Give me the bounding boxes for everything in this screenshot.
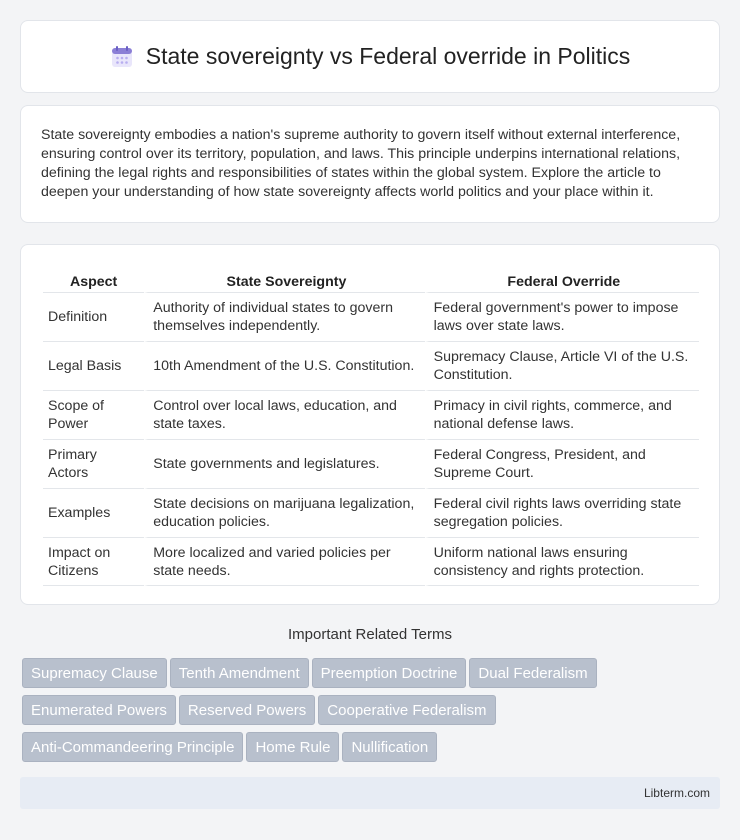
calendar-icon [110,45,134,69]
cell-state: Control over local laws, education, and state taxes. [144,390,424,439]
table-row [43,537,699,586]
intro-text: State sovereignty embodies a nation's supreme authority to govern itself without external interference, ensuring control over its territory, population, and laws. This principle underpins international relations, defining the legal rights and responsibilities of states within the global system. Explore the article to deepen your understanding of how state sovereignty affects world politics and your place within it. [41,127,681,200]
comparison-table [43,265,699,586]
related-terms-title: Important Related Terms [288,626,452,643]
cell-federal: Primacy in civil rights, commerce, and national defense laws. [425,390,699,439]
tag-anti-commandeering-principle[interactable]: Anti-Commandeering Principle [22,732,243,762]
tag-cooperative-federalism[interactable]: Cooperative Federalism [318,695,495,725]
footer-site-link[interactable]: Libterm.com [643,786,710,800]
cell-aspect: Legal Basis [43,341,144,390]
footer [20,777,720,809]
cell-state: 10th Amendment of the U.S. Constitution. [144,341,424,390]
table-header-row [43,265,699,292]
tag-enumerated-powers[interactable]: Enumerated Powers [22,695,176,725]
cell-state: State decisions on marijuana legalization, education policies. [144,488,424,537]
title-card [20,20,720,93]
header-aspect: Aspect [69,273,118,290]
cell-federal: Federal government's power to impose laws over state laws. [425,292,699,341]
comparison-table-card [20,244,720,605]
cell-federal: Federal Congress, President, and Supreme Court. [425,439,699,488]
tag-tenth-amendment[interactable]: Tenth Amendment [170,658,309,688]
cell-federal: Uniform national laws ensuring consistency and rights protection. [425,537,699,586]
cell-aspect: Examples [43,488,144,537]
table-row [43,292,699,341]
tag-home-rule[interactable]: Home Rule [246,732,339,762]
header-federal-override: Federal Override [425,265,699,292]
header-state-sovereignty: State Sovereignty [144,265,424,292]
intro-card [20,105,720,223]
cell-aspect: Definition [43,292,144,341]
cell-aspect: Primary Actors [43,439,144,488]
related-terms-tags [22,658,722,769]
tag-reserved-powers[interactable]: Reserved Powers [179,695,315,725]
table-row [43,439,699,488]
table-row [43,341,699,390]
cell-state: More localized and varied policies per state needs. [144,537,424,586]
tag-dual-federalism[interactable]: Dual Federalism [469,658,596,688]
table-row [43,488,699,537]
cell-state: State governments and legislatures. [144,439,424,488]
cell-federal: Federal civil rights laws overriding state segregation policies. [425,488,699,537]
tag-preemption-doctrine[interactable]: Preemption Doctrine [312,658,467,688]
cell-federal: Supremacy Clause, Article VI of the U.S. Constitution. [425,341,699,390]
page-title: State sovereignty vs Federal override in Politics [145,43,631,69]
cell-state: Authority of individual states to govern themselves independently. [144,292,424,341]
cell-aspect: Impact on Citizens [43,537,144,586]
cell-aspect: Scope of Power [43,390,144,439]
tag-nullification[interactable]: Nullification [342,732,437,762]
table-row [43,390,699,439]
tag-supremacy-clause[interactable]: Supremacy Clause [22,658,167,688]
